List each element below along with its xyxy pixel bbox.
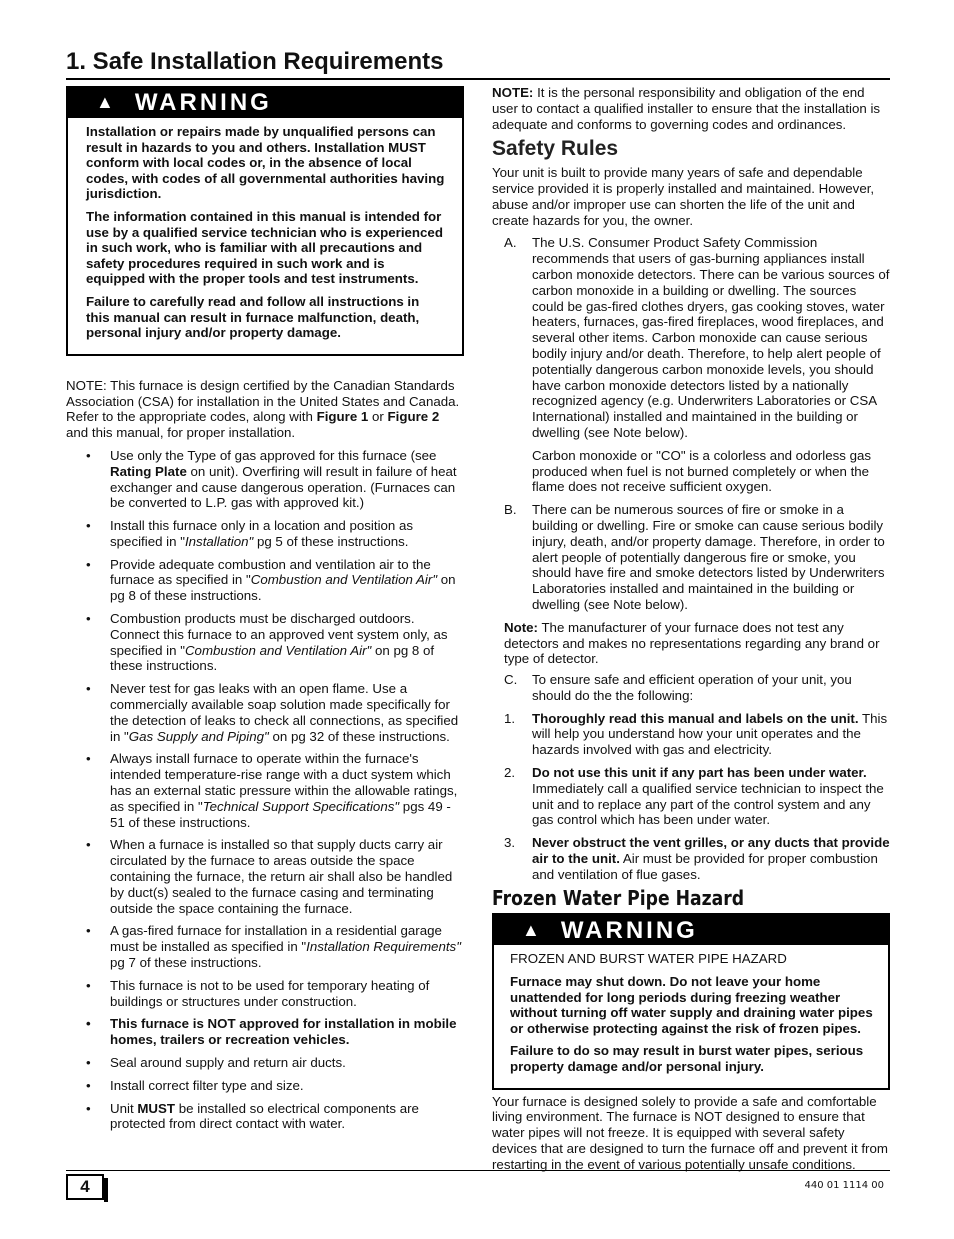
list-item: • This furnace is NOT approved for installation in mobile homes, trailers or recreation vehicles. <box>66 1016 464 1048</box>
item-label: 2. <box>504 765 516 781</box>
page-number: 4 <box>66 1174 104 1200</box>
figure-ref: Figure 2 <box>387 409 440 425</box>
item-text: on pg 8 of these instructions. <box>110 642 435 674</box>
item-text: pg 5 of these instructions. <box>253 533 409 549</box>
step-1 <box>492 711 890 758</box>
item-text: pgs 49 - 51 of these instructions. <box>110 798 451 830</box>
item-text: Immediately call a qualified service technician to inspect the unit and to replace any part of the control system and any gas control which has been under water. <box>532 780 884 828</box>
left-column <box>66 86 464 1139</box>
item-text: Air must be provided for proper combustion and ventilation of flue gases. <box>532 851 878 882</box>
item-text: be installed so electrical components are protected from direct contact with water. <box>110 1100 419 1132</box>
list-item <box>66 751 464 830</box>
warning-paragraph: Failure to do so may result in burst water pipes, serious property damage and/or personal injury. <box>510 1043 864 1075</box>
item-text-bold: Rating Plate <box>110 463 187 479</box>
rule-b <box>492 502 890 613</box>
list-item <box>66 681 464 744</box>
item-text-bold: Never obstruct the vent grilles, or any ducts that provide air to the unit. <box>532 835 890 867</box>
item-text: Always install furnace to operate within the furnace's intended temperature-rise range with a duct system which has an external static pressure within the allowable ratings, as specified in " <box>110 751 458 814</box>
item-text: on unit). Overfiring will result in failure of heat exchanger and cause dangerous operation. (Furnaces can be converted to L.P. gas with approved kit.) <box>110 463 457 511</box>
item-text-italic: Technical Support Specifications" <box>202 798 400 814</box>
warning-label: WARNING <box>134 89 272 117</box>
item-text <box>532 765 890 828</box>
item-text: The U.S. Consumer Product Safety Commission recommends that users of gas-burning appliances install carbon monoxide detectors. There can be various sources of carbon monoxide in a building or dwelling. The sources could be gas-fired clothes dryers, gas cooking stoves, water heaters, furnaces, gas-fired fireplaces, wood fireplaces, and several other items. Carbon monoxide can cause serious bodily injury and/or death. Therefore, to help alert people of potentially dangerous carbon monoxide levels, you should have carbon monoxide detectors listed by a nationally recognized agency (e.g. Underwriters Laboratories or CSA International) installed and maintained in the building or dwelling (see Note below). <box>532 235 890 440</box>
requirements-list <box>66 448 464 1132</box>
item-label: A. <box>504 235 517 251</box>
detector-note <box>504 620 890 667</box>
item-text: on pg 32 of these instructions. <box>268 728 450 744</box>
item-text: Provide adequate combustion and ventilation air to the furnace as specified in " <box>110 556 431 588</box>
note-text: or <box>368 409 388 425</box>
item-text: This will help you understand how your unit operates and the hazards involved with gas and electricity. <box>532 710 888 758</box>
item-label: 1. <box>504 710 516 726</box>
warning-triangle-icon: ▲ <box>522 919 543 940</box>
frozen-pipe-heading: Frozen Water Pipe Hazard <box>492 885 745 910</box>
list-item <box>66 557 464 604</box>
warning-paragraph: Installation or repairs made by unqualified persons can result in hazards to you and others. Installation MUST conform with local codes or, in the absence of local codes, with codes of all governmental authorities having jurisdiction. <box>86 124 445 202</box>
warning-subtitle: FROZEN AND BURST WATER PIPE HAZARD <box>510 951 787 967</box>
figure-ref: Figure 1 <box>316 409 369 425</box>
item-text: on pg 8 of these instructions. <box>110 572 456 604</box>
item-text <box>532 711 890 758</box>
list-item <box>66 923 464 970</box>
warning-body <box>68 118 462 341</box>
warning-header <box>68 88 462 118</box>
frozen-warning-box <box>492 913 890 1089</box>
step-3 <box>492 835 890 882</box>
note-text: : This furnace is design certified by the Canadian Standards Association (CSA) for installation in the United States and Canada. Refer to the appropriate codes, along with <box>66 377 460 425</box>
list-item: • Install correct filter type and size. <box>66 1078 464 1094</box>
item-text: To ensure safe and efficient operation of your unit, you should do the the following: <box>532 672 852 703</box>
item-text-italic: Combustion and Ventilation Air" <box>250 572 438 588</box>
list-item <box>66 518 464 550</box>
item-text: Combustion products must be discharged outdoors. Connect this furnace to an approved vent system only, as specified in " <box>110 611 448 658</box>
warning-box <box>66 86 464 356</box>
item-text: pg 7 of these instructions. <box>110 955 262 971</box>
responsibility-note <box>492 85 890 132</box>
rule-c <box>492 672 890 704</box>
item-text: Install this furnace only in a location and position as specified in " <box>110 518 414 549</box>
note-label: Note: <box>504 619 538 635</box>
warning-label: WARNING <box>560 916 698 944</box>
note-text: and this manual, for proper installation. <box>66 425 296 441</box>
list-item <box>66 611 464 674</box>
warning-paragraph: Failure to carefully read and follow all instructions in this manual can result in furnace malfunction, death, personal injury and/or property damage. <box>86 293 420 341</box>
page-title: 1. Safe Installation Requirements <box>66 48 890 80</box>
warning-header <box>494 915 888 945</box>
right-column <box>492 85 890 1180</box>
item-label: B. <box>504 502 517 518</box>
item-text-bold: Do not use this unit if any part has been under water. <box>532 765 867 781</box>
item-label: 3. <box>504 835 516 851</box>
list-item: • This furnace is not to be used for temporary heating of buildings or structures under construction. <box>66 978 464 1010</box>
item-text: A gas-fired furnace for installation in a residential garage must be installed as specified in " <box>110 923 442 955</box>
item-text: Unit <box>110 1100 138 1116</box>
item-text-bold: Thoroughly read this manual and labels on the unit. <box>532 710 859 726</box>
list-item: • Seal around supply and return air ducts. <box>66 1055 464 1071</box>
note-label: NOTE <box>66 377 103 393</box>
list-item: • When a furnace is installed so that supply ducts carry air circulated by the furnace to areas outside the space containing the furnace, the return air shall also be handled by duct(s) sealed to the furnace casing and terminating outside the space containing the furnace. <box>66 837 464 916</box>
item-text <box>532 835 890 882</box>
warning-triangle-icon: ▲ <box>96 92 117 113</box>
item-text-bold: MUST <box>137 1100 176 1116</box>
list-item <box>66 448 464 511</box>
step-2 <box>492 765 890 828</box>
footer-divider <box>66 1170 890 1171</box>
warning-paragraph: Furnace may shut down. Do not leave your home unattended for long periods during freezing weather without turning off water supply and draining water pipes or otherwise protecting against the risk of frozen pipes. <box>510 974 873 1036</box>
item-text-italic: Installation Requirements" <box>306 939 461 955</box>
item-text-italic: Installation" <box>184 533 254 549</box>
frozen-pipe-text: Your furnace is designed solely to provide a safe and comfortable living environment. The furnace is NOT designed to ensure that water pipes will not freeze. It is equipped with several safety devices that are designed to turn the furnace off and prevent it from restarting in the event of various potentially unsafe conditions. <box>492 1093 888 1172</box>
item-text-italic: Gas Supply and Piping" <box>128 728 269 744</box>
list-item <box>66 1101 464 1133</box>
warning-body <box>494 945 888 1074</box>
item-label: C. <box>504 672 518 688</box>
note-text: The manufacturer of your furnace does not test any detectors and makes no representations regarding any brand or type of detector. <box>504 619 880 667</box>
item-text-italic: Combustion and Ventilation Air" <box>184 642 372 658</box>
note-text: It is the personal responsibility and obligation of the end user to contact a qualified installer to ensure that the installation is adequate and conforms to governing codes and ordinances. <box>492 85 881 132</box>
item-text: Use only the Type of gas approved for this furnace (see <box>110 447 437 463</box>
item-text: Never test for gas leaks with an open flame. Use a commercially available soap solution made specifically for the detection of leaks to check all connections, as specified in " <box>110 681 459 744</box>
item-text: Carbon monoxide or "CO" is a colorless and odorless gas produced when fuel is not burned completely or when the flame does not receive sufficient oxygen. <box>532 447 872 495</box>
safety-rules-heading: Safety Rules <box>492 137 619 161</box>
note-label: NOTE: <box>492 85 534 100</box>
warning-paragraph: The information contained in this manual is intended for use by a qualified service technician who is experienced in such work, who is familiar with all precautions and safety procedures required in such work and is equipped with the proper tools and test instruments. <box>86 208 443 287</box>
item-text: There can be numerous sources of fire or smoke in a building or dwelling. Fire or smoke can cause serious bodily injury, death, and/or property damage. Therefore, in order to alert people of potentially dangerous fire or smoke, you should have fire and smoke detectors listed by Underwriters Laboratories installed and maintained in the building or dwelling (see Note below). <box>532 502 885 612</box>
rule-a <box>492 235 890 495</box>
document-code: 440 01 1114 00 <box>804 1180 884 1191</box>
safety-intro: Your unit is built to provide many years of safe and dependable service provided it is properly installed and maintained. However, abuse and/or improper use can shorten the life of the unit and create hazards for you, the owner. <box>492 165 875 228</box>
csa-note <box>66 378 464 441</box>
